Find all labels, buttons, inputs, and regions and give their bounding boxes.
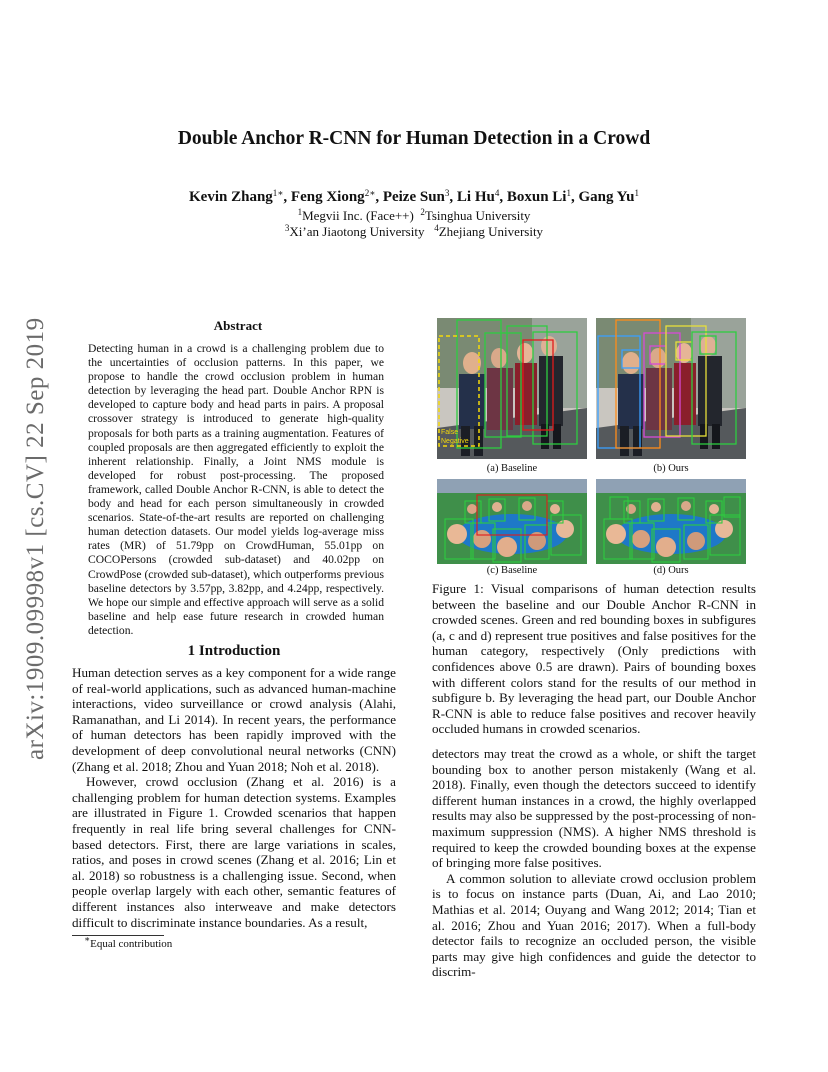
author: Li Hu$^4$,	[456, 188, 507, 205]
figure-photo-b-ours	[596, 318, 746, 459]
author: Feng Xiong$^{2∗}$,	[290, 188, 383, 205]
figure-photo-c-baseline	[437, 479, 587, 564]
paragraph: detectors may treat the crowd as a whole, or shift the target bounding box to another person mistakenly (Wang et al. 2018). Finally, even though the detectors succeed to identify different human instances in a crowd, the highly overlapped results may also be suppressed by the post-processing of non-maximum suppression (NMS). A higher NMS threshold is required to keep the crowded bounding boxes at the expense of bringing more false positives.	[432, 746, 756, 871]
author: Kevin Zhang$^{1∗}$,	[189, 188, 291, 205]
paragraph: Human detection serves as a key component for a wide range of real-world applications, such as advanced human-machine interactions, video surveillance or crowd analysis (Alahi, Ramanathan, and Li 2014). In recent years, the performance of human detectors has been rapidly improved with the development of deep convolutional neural networks (CNN) (Zhang et al. 2018; Zhou and Yuan 2018; Noh et al. 2018).	[72, 665, 396, 774]
left-column-body	[72, 665, 396, 930]
author: Gang Yu$^1$	[578, 188, 639, 205]
abstract-heading: Abstract	[213, 318, 263, 333]
negative-label: Negative	[441, 438, 469, 445]
affiliation-line: $^3$Xi’an Jiaotong University $^4$Zhejiang University	[284, 223, 544, 239]
figure-photo-d-ours	[596, 479, 746, 564]
false-label: False	[441, 429, 459, 436]
affiliation-line: $^1$Megvii Inc. (Face++) $^2$Tsinghua University	[297, 207, 531, 223]
abstract-text: Detecting human in a crowd is a challenging problem due to the uncertainties of occlusion patterns. In this paper, we propose to handle the crowd occlusion problem in human detection by leveraging the head part. Double Anchor RPN is developed to capture body and head parts in pairs. A proposal crossover strategy is introduced to generate high-quality proposals for both parts as a training augmentation. Features of coupled proposals are then aggregated efficiently to exploit the inherent relationship. Finally, a Joint NMS module is developed for robust post-processing. The proposed framework, called Double Anchor R-CNN, is able to detect the body and head for each person simultaneously in crowded scenarios. State-of-the-art results are reported on challenging human detection datasets. Our model yields log-average miss rates (MR) of 51.79pp on CrowdHuman, 55.01pp on COCOPersons (crowded sub-dataset) and 40.02pp on CrowdPose (crowded sub-dataset), which outperforms previous baseline detectors by 3.57pp, 3.82pp, and 4.24pp, respectively. We hope our simple and effective approach will serve as a solid baseline and help ease future research in crowded human detection.	[88, 342, 384, 637]
author: Peize Sun$^3$,	[382, 188, 457, 205]
arxiv-side-label: arXiv:1909.09998v1 [cs.CV] 22 Sep 2019	[22, 317, 49, 760]
paper-title: Double Anchor R-CNN for Human Detection in a Crowd	[177, 128, 651, 149]
subcaption-d: (d) Ours	[653, 565, 689, 576]
paragraph: However, crowd occlusion (Zhang et al. 2016) is a challenging problem for human detection systems. Examples are illustrated in Figure 1. Crowded scenarios that happen frequently in real life bring several challenges for CNN-based detectors. First, there are large variations in scales, ratios, and poses in crowd scenes (Zhang et al. 2016; Lin et al. 2018) so robustness is a challenging issue. Second, when people overlap largely with each other, semantic features of different instances also interweave and make detectors difficult to discriminate instance boundaries. As a result,	[72, 774, 396, 930]
subcaption-a: (a) Baseline	[486, 463, 538, 474]
footnote: ∗Equal contribution	[84, 934, 173, 950]
author: Boxun Li$^1$,	[506, 188, 579, 205]
author-list	[0, 189, 828, 206]
subcaption-c: (c) Baseline	[486, 565, 538, 576]
paragraph: A common solution to alleviate crowd occlusion problem is to focus on instance parts (Duan, Ai, and Lao 2010; Mathias et al. 2014; Ouyang and Wang 2012; 2014; Tian et al. 2016; Zhou and Yuan 2016; 2017). When a full-body detector fails to recognize an occluded person, the visible parts may give high confidences and guide the detector to discrim-	[432, 870, 756, 980]
section-heading-introduction: 1 Introduction	[187, 643, 281, 659]
right-column-body	[432, 746, 756, 980]
figure-caption: Figure 1: Visual comparisons of human detection results between the baseline and our Double Anchor R-CNN in crowded scenes. Green and red bounding boxes in subfigures (a, c and d) represent true positives and false positives for the human category, respectively (Only predictions with confidences above 0.5 are drawn). Pairs of bounding boxes with different colors stand for the results of our method in subfigure b. By leveraging the head part, our Double Anchor R-CNN is able to reduce false positives and recover heavily occluded humans in crowded scenarios.	[432, 581, 756, 737]
figure-photo-a-baseline	[437, 318, 587, 459]
subcaption-b: (b) Ours	[653, 463, 689, 474]
